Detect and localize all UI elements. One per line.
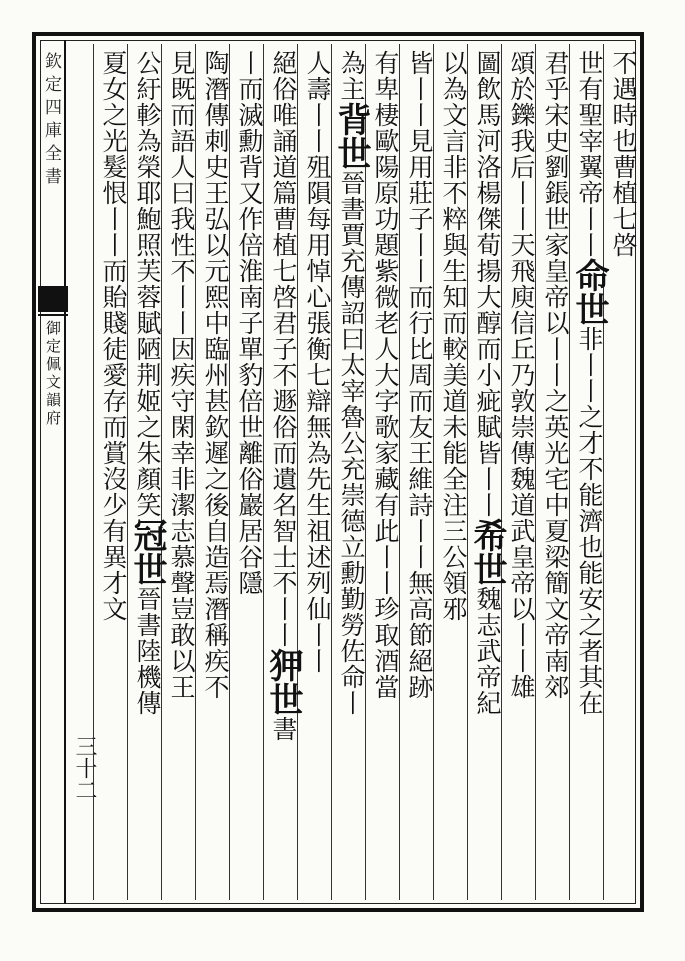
- text-segment: 絕俗唯誦道篇曹植七啓君子不遯俗而遺名智士不丨丨: [269, 50, 298, 648]
- column-text: [366, 50, 404, 700]
- text-column: [433, 44, 467, 900]
- text-segment: 魏志武帝紀: [473, 586, 502, 716]
- text-segment: 陶潛傳刺史王弘以元熙中臨州甚欽遲之後自造焉潛稱疾不: [201, 50, 230, 700]
- column-text: [434, 50, 472, 622]
- text-segment: 為主: [337, 50, 366, 102]
- text-column: [467, 44, 507, 900]
- column-text: [128, 50, 166, 716]
- headword: 冠世: [127, 518, 167, 586]
- text-column: [331, 44, 371, 900]
- headword: 背世: [331, 102, 371, 170]
- text-column: [535, 44, 569, 900]
- text-column: [161, 44, 195, 900]
- column-text: [536, 50, 574, 700]
- text-column: [569, 44, 609, 900]
- column-text: [230, 50, 268, 596]
- text-segment: 非丨丨之才不能濟也能安之者其在: [575, 326, 604, 716]
- text-column: [297, 44, 331, 900]
- column-text: [604, 50, 642, 258]
- page-number: 三十二: [72, 735, 97, 801]
- text-segment: 少有異才文: [99, 492, 128, 622]
- text-segment: 丨丨: [575, 206, 604, 258]
- text-segment: 丨而滅勳背又作倍淮南子單豹倍世離俗巖居谷隱: [235, 50, 264, 596]
- text-segment: 公紆軫為榮耶鮑照芙蓉賦陋荆姬之朱顏笑: [133, 50, 162, 518]
- text-segment: 見既而語人曰我性不丨丨因疾守閑幸非潔志慕聲豈敢以王: [167, 50, 196, 700]
- text-segment: 有卑棲歐陽原功題紫微老人大字歌家藏有此丨丨珍取酒當: [371, 50, 400, 700]
- text-column: [399, 44, 433, 900]
- text-segment: 世有聖宰翼帝: [575, 50, 604, 206]
- text-segment: 人壽丨丨殂隕每用悼心張衡七辯無為先生祖述列仙丨丨: [303, 50, 332, 674]
- column-text: [468, 50, 506, 716]
- column-text: [570, 50, 608, 716]
- column-text: [196, 50, 234, 700]
- gutter-header-text: 欽定四庫全書: [41, 52, 61, 190]
- text-column: [263, 44, 303, 900]
- headword: 狎世: [263, 648, 303, 716]
- text-segment: 晉書陸機傳: [133, 586, 162, 716]
- text-segment: 晉書賈充傳詔曰太宰魯公充崇德立勳勤勞佐命丨: [337, 170, 366, 716]
- text-segment: 君乎宋史劉鋹世家皇帝以丨丨之英光宅中夏梁簡文帝南郊: [541, 50, 570, 700]
- column-text: [94, 50, 132, 622]
- fishtail-mark: [38, 286, 68, 312]
- text-segment: 頌於鑠我后丨丨天飛庾信丘乃敦崇傳魏道武皇帝以丨丨雄: [507, 50, 536, 700]
- text-column: [501, 44, 535, 900]
- text-column: [229, 44, 263, 900]
- column-text: [502, 50, 540, 700]
- text-column: [603, 44, 637, 900]
- column-text: [162, 50, 200, 700]
- text-segment: 夏女之光髮恨丨丨而貽賤徒愛存而賞沒: [99, 50, 128, 492]
- text-segment: 不遇時也曹植七啓: [609, 50, 638, 258]
- text-segment: 圖飲馬河洛楊傑荀揚大醇而小疵賦皆丨丨: [473, 50, 502, 518]
- column-text: [400, 50, 438, 700]
- column-text: [264, 50, 302, 742]
- text-column: [365, 44, 399, 900]
- text-segment: 以為文言非不粹與生知而較美道未能全: [439, 50, 468, 492]
- headword: 命世: [569, 258, 609, 326]
- fishtail-rule: [38, 314, 68, 316]
- headword: 希世: [467, 518, 507, 586]
- text-column: [93, 44, 127, 900]
- column-text: [332, 50, 370, 716]
- gutter-book-title: 御定佩文韻府: [44, 320, 62, 428]
- text-segment: 皆丨丨見用莊子丨丨而行比周而友王維詩丨丨無高節絕跡: [405, 50, 434, 700]
- text-segment: 注三公領邪: [439, 492, 468, 622]
- column-text: [298, 50, 336, 674]
- text-segment: 書: [269, 716, 298, 742]
- text-column: [127, 44, 167, 900]
- text-column: [195, 44, 229, 900]
